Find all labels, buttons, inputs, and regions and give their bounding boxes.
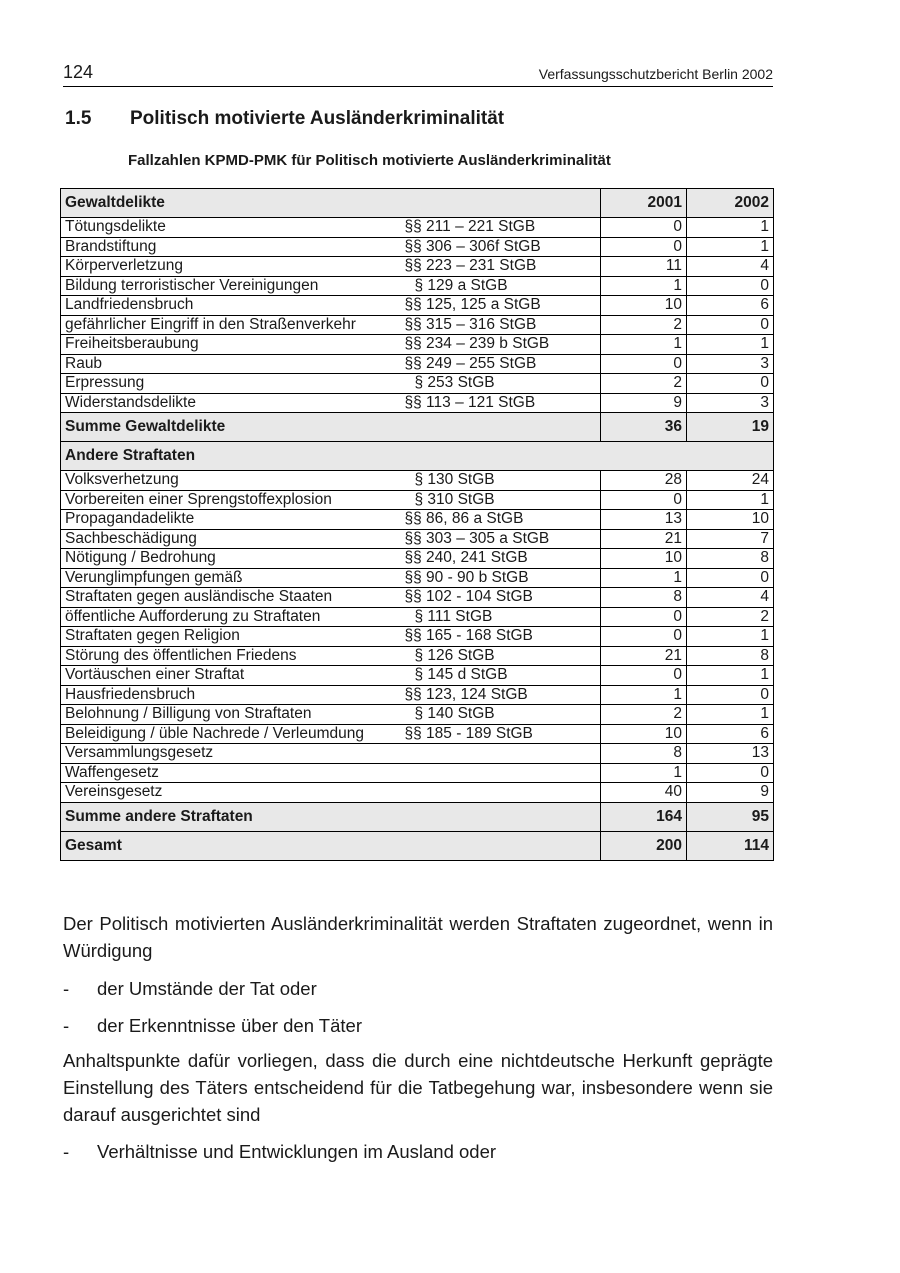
total-gesamt <box>61 831 774 860</box>
sum-gewaltdelikte-2001: 36 <box>601 413 687 442</box>
crime-statistics-table <box>60 188 774 861</box>
count-2002: 10 <box>687 510 774 530</box>
bullet-text: Verhältnisse und Entwicklungen im Ausland oder <box>97 1141 497 1162</box>
count-2001: 0 <box>601 490 687 510</box>
count-2002: 0 <box>687 568 774 588</box>
offense-paragraph: §§ 165 - 168 StGB <box>401 627 601 647</box>
offense-paragraph: §§ 315 – 316 StGB <box>401 315 601 335</box>
count-2002: 8 <box>687 549 774 569</box>
offense-paragraph: §§ 306 – 306f StGB <box>401 237 601 257</box>
count-2002: 6 <box>687 724 774 744</box>
offense-paragraph: § 310 StGB <box>401 490 601 510</box>
table-row <box>61 529 774 549</box>
table-header-row <box>61 189 774 218</box>
count-2002: 0 <box>687 763 774 783</box>
count-2001: 1 <box>601 568 687 588</box>
offense-paragraph: §§ 303 – 305 a StGB <box>401 529 601 549</box>
page-header <box>63 62 773 87</box>
sum-andere-straftaten <box>61 802 774 831</box>
body-paragraph-2: Anhaltspunkte dafür vorliegen, dass die durch eine nichtdeutsche Herkunft geprägte Einstellung des Täters entscheidend für die Tatbegehung war, insbesondere wenn sie darauf ausgerichtet sind <box>63 1050 773 1125</box>
table-row <box>61 374 774 394</box>
table-row <box>61 646 774 666</box>
table-row <box>61 549 774 569</box>
table-row <box>61 724 774 744</box>
offense-name: Landfriedensbruch <box>61 296 401 316</box>
count-2002: 1 <box>687 237 774 257</box>
total-gesamt-label: Gesamt <box>61 831 601 860</box>
table-row <box>61 257 774 277</box>
offense-paragraph: §§ 211 – 221 StGB <box>401 218 601 238</box>
offense-name: Vorbereiten einer Sprengstoffexplosion <box>61 490 401 510</box>
count-2001: 1 <box>601 276 687 296</box>
offense-name: Volksverhetzung <box>61 471 401 491</box>
offense-name: Beleidigung / üble Nachrede / Verleumdung <box>61 724 401 744</box>
sum-andere-straftaten-2002: 95 <box>687 802 774 831</box>
offense-name: Waffengesetz <box>61 763 401 783</box>
page-number: 124 <box>63 62 94 82</box>
offense-name: Versammlungsgesetz <box>61 744 401 764</box>
count-2001: 0 <box>601 627 687 647</box>
count-2001: 1 <box>601 685 687 705</box>
count-2002: 9 <box>687 783 774 803</box>
offense-name: Verunglimpfungen gemäß <box>61 568 401 588</box>
offense-paragraph: § 145 d StGB <box>401 666 601 686</box>
section-number: 1.5 <box>65 108 92 129</box>
count-2001: 10 <box>601 549 687 569</box>
table-row <box>61 588 774 608</box>
offense-paragraph: §§ 123, 124 StGB <box>401 685 601 705</box>
offense-paragraph: § 126 StGB <box>401 646 601 666</box>
count-2001: 1 <box>601 335 687 355</box>
table-row <box>61 335 774 355</box>
offense-paragraph: § 253 StGB <box>401 374 601 394</box>
sum-gewaltdelikte <box>61 413 774 442</box>
offense-name: Störung des öffentlichen Friedens <box>61 646 401 666</box>
count-2001: 13 <box>601 510 687 530</box>
offense-paragraph: §§ 113 – 121 StGB <box>401 393 601 413</box>
offense-name: Straftaten gegen Religion <box>61 627 401 647</box>
count-2001: 0 <box>601 237 687 257</box>
sum-gewaltdelikte-label: Summe Gewaltdelikte <box>61 413 601 442</box>
count-2002: 0 <box>687 685 774 705</box>
count-2001: 0 <box>601 666 687 686</box>
count-2001: 10 <box>601 724 687 744</box>
table-row <box>61 783 774 803</box>
offense-name: Propagandadelikte <box>61 510 401 530</box>
total-gesamt-2002: 114 <box>687 831 774 860</box>
count-2001: 0 <box>601 218 687 238</box>
count-2002: 1 <box>687 335 774 355</box>
table-row <box>61 354 774 374</box>
offense-name: Vortäuschen einer Straftat <box>61 666 401 686</box>
table-row <box>61 666 774 686</box>
offense-paragraph: § 129 a StGB <box>401 276 601 296</box>
count-2001: 9 <box>601 393 687 413</box>
count-2001: 0 <box>601 354 687 374</box>
count-2001: 8 <box>601 588 687 608</box>
table-row <box>61 627 774 647</box>
section-row-andere-straftaten <box>61 442 774 471</box>
offense-paragraph: §§ 102 - 104 StGB <box>401 588 601 608</box>
count-2002: 24 <box>687 471 774 491</box>
table-row <box>61 607 774 627</box>
table-row <box>61 744 774 764</box>
header-gewaltdelikte: Gewaltdelikte <box>61 189 601 218</box>
table-row <box>61 763 774 783</box>
offense-name: Brandstiftung <box>61 237 401 257</box>
offense-paragraph <box>401 763 601 783</box>
offense-name: Tötungsdelikte <box>61 218 401 238</box>
count-2002: 4 <box>687 257 774 277</box>
count-2001: 10 <box>601 296 687 316</box>
offense-paragraph: §§ 234 – 239 b StGB <box>401 335 601 355</box>
offense-paragraph: §§ 125, 125 a StGB <box>401 296 601 316</box>
offense-name: Erpressung <box>61 374 401 394</box>
offense-paragraph: § 130 StGB <box>401 471 601 491</box>
offense-name: Nötigung / Bedrohung <box>61 549 401 569</box>
count-2002: 1 <box>687 627 774 647</box>
offense-name: Freiheitsberaubung <box>61 335 401 355</box>
andere-straftaten-label: Andere Straftaten <box>61 442 774 471</box>
table-row <box>61 510 774 530</box>
count-2002: 1 <box>687 705 774 725</box>
table-row <box>61 705 774 725</box>
offense-paragraph: §§ 249 – 255 StGB <box>401 354 601 374</box>
sum-andere-straftaten-label: Summe andere Straftaten <box>61 802 601 831</box>
header-year-2001: 2001 <box>601 189 687 218</box>
body-paragraph-1: Der Politisch motivierten Ausländerkriminalität werden Straftaten zugeordnet, wenn in Würdigung <box>63 913 773 961</box>
bullet-dash: - <box>63 1015 70 1036</box>
table-row <box>61 568 774 588</box>
offense-paragraph <box>401 783 601 803</box>
table-row <box>61 315 774 335</box>
offense-paragraph: §§ 240, 241 StGB <box>401 549 601 569</box>
table-caption: Fallzahlen KPMD-PMK für Politisch motivierte Ausländerkriminalität <box>128 152 611 169</box>
table-row <box>61 471 774 491</box>
table-row <box>61 276 774 296</box>
offense-name: öffentliche Aufforderung zu Straftaten <box>61 607 401 627</box>
count-2001: 8 <box>601 744 687 764</box>
offense-name: Raub <box>61 354 401 374</box>
table-row <box>61 393 774 413</box>
count-2001: 0 <box>601 607 687 627</box>
sum-andere-straftaten-2001: 164 <box>601 802 687 831</box>
count-2002: 2 <box>687 607 774 627</box>
count-2002: 1 <box>687 218 774 238</box>
offense-paragraph: §§ 90 - 90 b StGB <box>401 568 601 588</box>
offense-name: Straftaten gegen ausländische Staaten <box>61 588 401 608</box>
offense-paragraph: § 140 StGB <box>401 705 601 725</box>
table-row <box>61 685 774 705</box>
count-2001: 1 <box>601 763 687 783</box>
offense-name: Sachbeschädigung <box>61 529 401 549</box>
count-2002: 0 <box>687 315 774 335</box>
count-2001: 21 <box>601 646 687 666</box>
offense-paragraph: §§ 86, 86 a StGB <box>401 510 601 530</box>
offense-name: gefährlicher Eingriff in den Straßenverkehr <box>61 315 401 335</box>
offense-name: Belohnung / Billigung von Straftaten <box>61 705 401 725</box>
table-row <box>61 490 774 510</box>
count-2002: 3 <box>687 354 774 374</box>
count-2001: 2 <box>601 374 687 394</box>
count-2001: 11 <box>601 257 687 277</box>
count-2002: 0 <box>687 276 774 296</box>
count-2001: 40 <box>601 783 687 803</box>
offense-name: Körperverletzung <box>61 257 401 277</box>
sum-gewaltdelikte-2002: 19 <box>687 413 774 442</box>
total-gesamt-2001: 200 <box>601 831 687 860</box>
count-2002: 1 <box>687 490 774 510</box>
count-2001: 2 <box>601 705 687 725</box>
offense-paragraph <box>401 744 601 764</box>
running-title: Verfassungsschutzbericht Berlin 2002 <box>538 66 773 82</box>
table-row <box>61 296 774 316</box>
offense-paragraph: § 111 StGB <box>401 607 601 627</box>
bullet-text: der Erkenntnisse über den Täter <box>97 1015 362 1036</box>
section-title: Politisch motivierte Ausländerkriminalität <box>130 108 505 129</box>
offense-paragraph: §§ 223 – 231 StGB <box>401 257 601 277</box>
bullet-dash: - <box>63 1141 70 1162</box>
offense-name: Hausfriedensbruch <box>61 685 401 705</box>
count-2001: 28 <box>601 471 687 491</box>
count-2002: 4 <box>687 588 774 608</box>
count-2002: 6 <box>687 296 774 316</box>
table-row <box>61 218 774 238</box>
header-year-2002: 2002 <box>687 189 774 218</box>
offense-paragraph: §§ 185 - 189 StGB <box>401 724 601 744</box>
count-2002: 13 <box>687 744 774 764</box>
count-2002: 0 <box>687 374 774 394</box>
count-2002: 8 <box>687 646 774 666</box>
offense-name: Bildung terroristischer Vereinigungen <box>61 276 401 296</box>
offense-name: Widerstandsdelikte <box>61 393 401 413</box>
count-2002: 3 <box>687 393 774 413</box>
bullet-dash: - <box>63 978 70 999</box>
bullet-text: der Umstände der Tat oder <box>97 978 317 999</box>
count-2002: 1 <box>687 666 774 686</box>
offense-name: Vereinsgesetz <box>61 783 401 803</box>
count-2002: 7 <box>687 529 774 549</box>
count-2001: 2 <box>601 315 687 335</box>
table-row <box>61 237 774 257</box>
count-2001: 21 <box>601 529 687 549</box>
